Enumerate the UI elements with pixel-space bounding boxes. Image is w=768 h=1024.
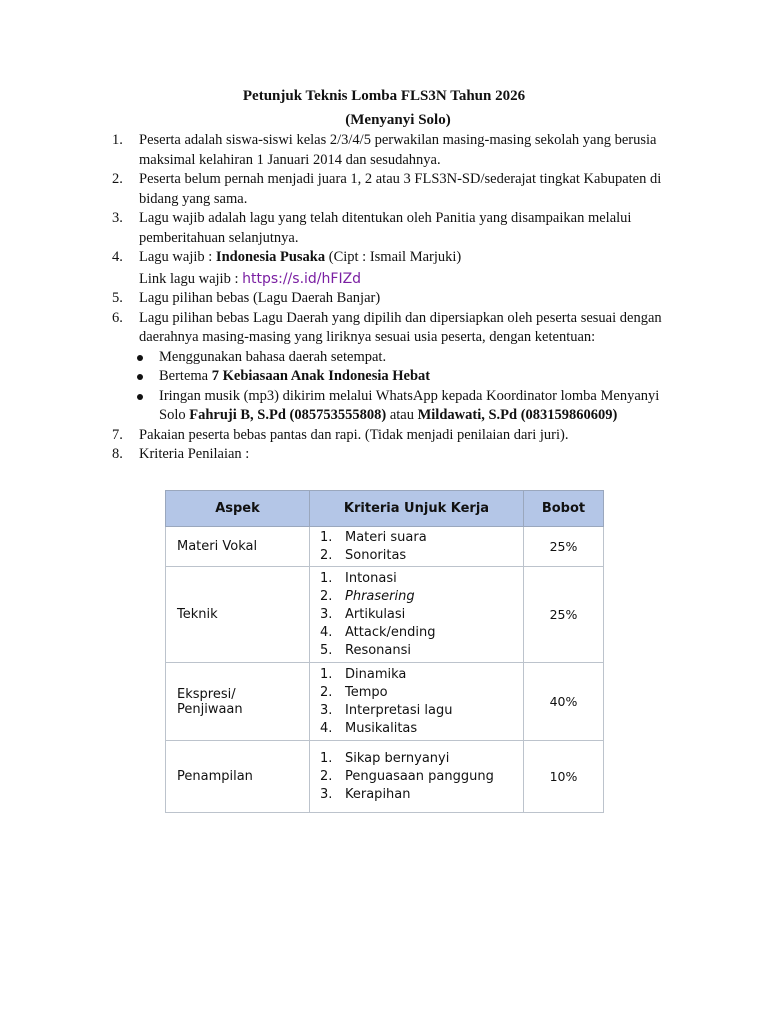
document-title: Petunjuk Teknis Lomba FLS3N Tahun 2026 (242, 88, 526, 104)
aspek-cell: Materi Vokal (166, 527, 310, 567)
rule-text: Lagu wajib adalah lagu yang telah ditentukan oleh Panitia yang disampaikan melalui pemberitahuan selanjutnya. (139, 210, 632, 246)
rule-number: 4. (112, 249, 123, 265)
kriteria-item: 3. Interpretasi lagu (320, 702, 453, 718)
rule-6-bullets (112, 348, 682, 426)
kriteria-item: 1. Intonasi (320, 570, 397, 586)
rule-number: 2. (112, 171, 123, 187)
song-title: Indonesia Pusaka (215, 249, 326, 265)
rule-item-5 (112, 289, 682, 309)
rule-number: 8. (112, 446, 123, 462)
kriteria-item: 2. Phrasering (320, 588, 415, 604)
rule-item-3 (112, 209, 682, 248)
rule-text: Kriteria Penilaian : (139, 446, 250, 462)
bobot-cell: 25% (524, 567, 604, 663)
table-row (166, 663, 604, 741)
bobot-cell: 40% (524, 663, 604, 741)
kriteria-item: 2. Tempo (320, 684, 388, 700)
table-row (166, 741, 604, 813)
document-subtitle: (Menyanyi Solo) (345, 112, 451, 128)
song-link-label: Link lagu wajib : (139, 270, 243, 287)
kriteria-item: 3. Artikulasi (320, 606, 406, 622)
aspek-cell: Ekspresi/ Penjiwaan (166, 663, 310, 741)
coordinator-1: Fahruji B, S.Pd (085753555808) (189, 407, 387, 423)
bobot-cell: 25% (524, 527, 604, 567)
bullet-item (112, 348, 682, 368)
kriteria-item: 1. Sikap bernyanyi (320, 750, 450, 766)
kriteria-item: 1. Materi suara (320, 529, 427, 545)
table-row (166, 527, 604, 567)
kriteria-item: 2. Penguasaan panggung (320, 768, 494, 784)
bullet-text-prefix: Iringan musik (mp3) dikirim melalui WhatsApp kepada Koordinator lomba Menyanyi Solo (159, 387, 660, 423)
criteria-header-row (166, 491, 604, 527)
rule-number: 5. (112, 290, 123, 306)
rule-text-prefix: Lagu wajib : (139, 249, 216, 265)
criteria-table (165, 490, 603, 812)
aspek-cell: Penampilan (166, 741, 310, 813)
rule-text: Peserta belum pernah menjadi juara 1, 2 atau 3 FLS3N-SD/sederajat tingkat Kabupaten di bidang yang sama. (139, 171, 662, 207)
rule-item-2 (112, 170, 682, 209)
kriteria-item: 3. Kerapihan (320, 786, 411, 802)
header-aspek: Aspek (166, 491, 310, 527)
rule-text: Lagu pilihan bebas (Lagu Daerah Banjar) (139, 290, 381, 306)
aspek-cell: Teknik (166, 567, 310, 663)
kriteria-item: 5. Resonansi (320, 642, 412, 658)
rule-item-6 (112, 309, 682, 348)
coordinator-2: Mildawati, S.Pd (083159860609) (417, 407, 618, 423)
rule-item-7 (112, 426, 682, 446)
kriteria-item: 1. Dinamika (320, 666, 407, 682)
rule-text: Lagu pilihan bebas Lagu Daerah yang dipilih dan dipersiapkan oleh peserta sesuai dengan daerahnya masing-masing yang liriknya sesuai usia peserta, dengan ketentuan: (139, 309, 662, 345)
rule-number: 3. (112, 210, 123, 226)
bullet-item (112, 387, 682, 426)
bullet-text-prefix: Bertema (159, 368, 212, 384)
rule-number: 1. (112, 132, 123, 148)
rule-item-1 (112, 131, 682, 170)
bobot-cell: 10% (524, 741, 604, 813)
song-link-line (139, 270, 682, 290)
bullet-text-mid: atau (386, 407, 418, 423)
kriteria-item: 4. Musikalitas (320, 720, 418, 736)
table-row (166, 567, 604, 663)
bullet-theme: 7 Kebiasaan Anak Indonesia Hebat (211, 368, 431, 384)
bullet-icon (137, 355, 143, 361)
bullet-icon (137, 374, 143, 380)
bullet-item (112, 367, 682, 387)
kriteria-cell (310, 567, 524, 663)
rule-text: Peserta adalah siswa-siswi kelas 2/3/4/5 perwakilan masing-masing sekolah yang berusia maksimal kelahiran 1 Januari 2014 dan sesudahnya. (139, 132, 657, 168)
header-kriteria: Kriteria Unjuk Kerja (310, 491, 524, 527)
header-bobot: Bobot (524, 491, 604, 527)
rule-text: Pakaian peserta bebas pantas dan rapi. (Tidak menjadi penilaian dari juri). (139, 426, 569, 443)
kriteria-cell (310, 527, 524, 567)
rule-number: 7. (112, 426, 123, 443)
rule-text-suffix: (Cipt : Ismail Marjuki) (325, 249, 462, 265)
kriteria-item: 4. Attack/ending (320, 624, 436, 640)
rule-number: 6. (112, 309, 123, 326)
kriteria-cell (310, 741, 524, 813)
rule-item-8 (112, 445, 682, 465)
bullet-icon (137, 394, 143, 400)
rules-list (112, 131, 682, 465)
kriteria-cell (310, 663, 524, 741)
bullet-text: Menggunakan bahasa daerah setempat. (159, 348, 387, 365)
kriteria-item: 2. Sonoritas (320, 547, 407, 563)
rule-item-4 (112, 248, 682, 289)
song-link[interactable]: https://s.id/hFIZd (242, 270, 362, 287)
